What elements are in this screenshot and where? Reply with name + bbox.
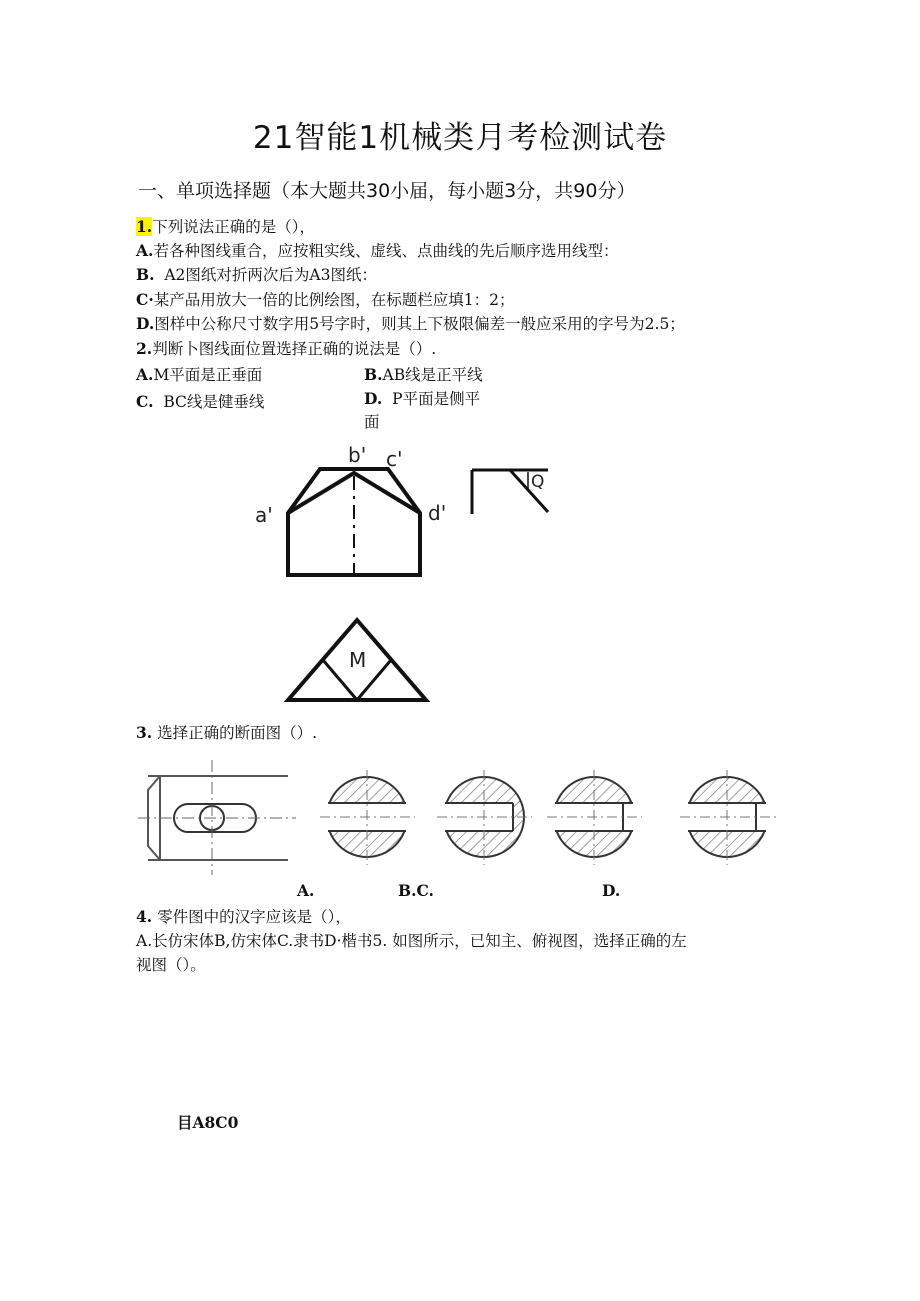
section-heading: 一、单项选择题（本大题共30小届，每小题3分，共90分） <box>138 180 636 202</box>
option-a: A.若各种图线重合，应按粗实线、虚线、点曲线的先后顺序选用线型： <box>136 241 619 260</box>
option-c: C·某产品用放大一倍的比例绘图，在标题栏应填1：2； <box>136 290 515 309</box>
q3-shaft-figure <box>138 760 298 875</box>
page-title: 21智能1机械类月考检测试卷 <box>252 120 668 156</box>
question-1 <box>136 216 315 238</box>
label-d-prime: d' <box>428 501 447 525</box>
label-a-prime: a' <box>255 503 273 527</box>
q2-option-c: C. BC线是健垂线 <box>136 392 265 411</box>
question-4: 4. 零件图中的汉字应该是（）， <box>136 907 351 926</box>
label-m: M <box>349 648 367 672</box>
q3-label-bc: B.C. <box>398 881 434 900</box>
q2-option-d-cont: 面 <box>364 413 380 431</box>
option-b: B. A2图纸对折两次后为A3图纸： <box>136 265 377 284</box>
label-c-prime: c' <box>386 447 403 471</box>
label-q: Q <box>531 472 545 492</box>
q2-top-view-figure <box>285 615 430 705</box>
question-2: 2.判断卜图线面位置选择正确的说法是（）. <box>136 339 437 358</box>
question-number-highlight: 1. <box>136 217 153 236</box>
label-b-prime: b' <box>348 443 367 467</box>
question-stem: 下列说法正确的是（）， <box>152 218 315 236</box>
q3-label-a: A. <box>297 881 315 900</box>
option-d: D.图样中公称尺寸数字用5号字时，则其上下极限偏差一般应采用的字号为2.5； <box>136 314 685 333</box>
q4-options: A.长仿宋体B,仿宋体C.隶书D·楷书5. 如图所示，已知主、俯视图，选择正确的左 <box>136 932 687 950</box>
q3-label-d: D. <box>602 881 621 900</box>
q5-fragment: 目A8C0 <box>177 1113 239 1132</box>
q3-section-option-c <box>547 770 642 865</box>
q2-option-b: B.AB线是正平线 <box>364 365 483 384</box>
q2-front-view-figure <box>250 440 470 585</box>
q2-side-view-fragment <box>470 468 550 518</box>
q3-section-option-d <box>680 770 780 865</box>
q3-section-option-b <box>437 770 532 865</box>
q2-option-a: A.M平面是正垂面 <box>136 365 263 384</box>
q2-option-d: D. P平面是侧平 <box>364 389 481 408</box>
q3-section-option-a <box>320 770 415 865</box>
q4-options-cont: 视图（）。 <box>136 956 206 974</box>
question-3: 3. 选择正确的断面图（）. <box>136 723 318 742</box>
